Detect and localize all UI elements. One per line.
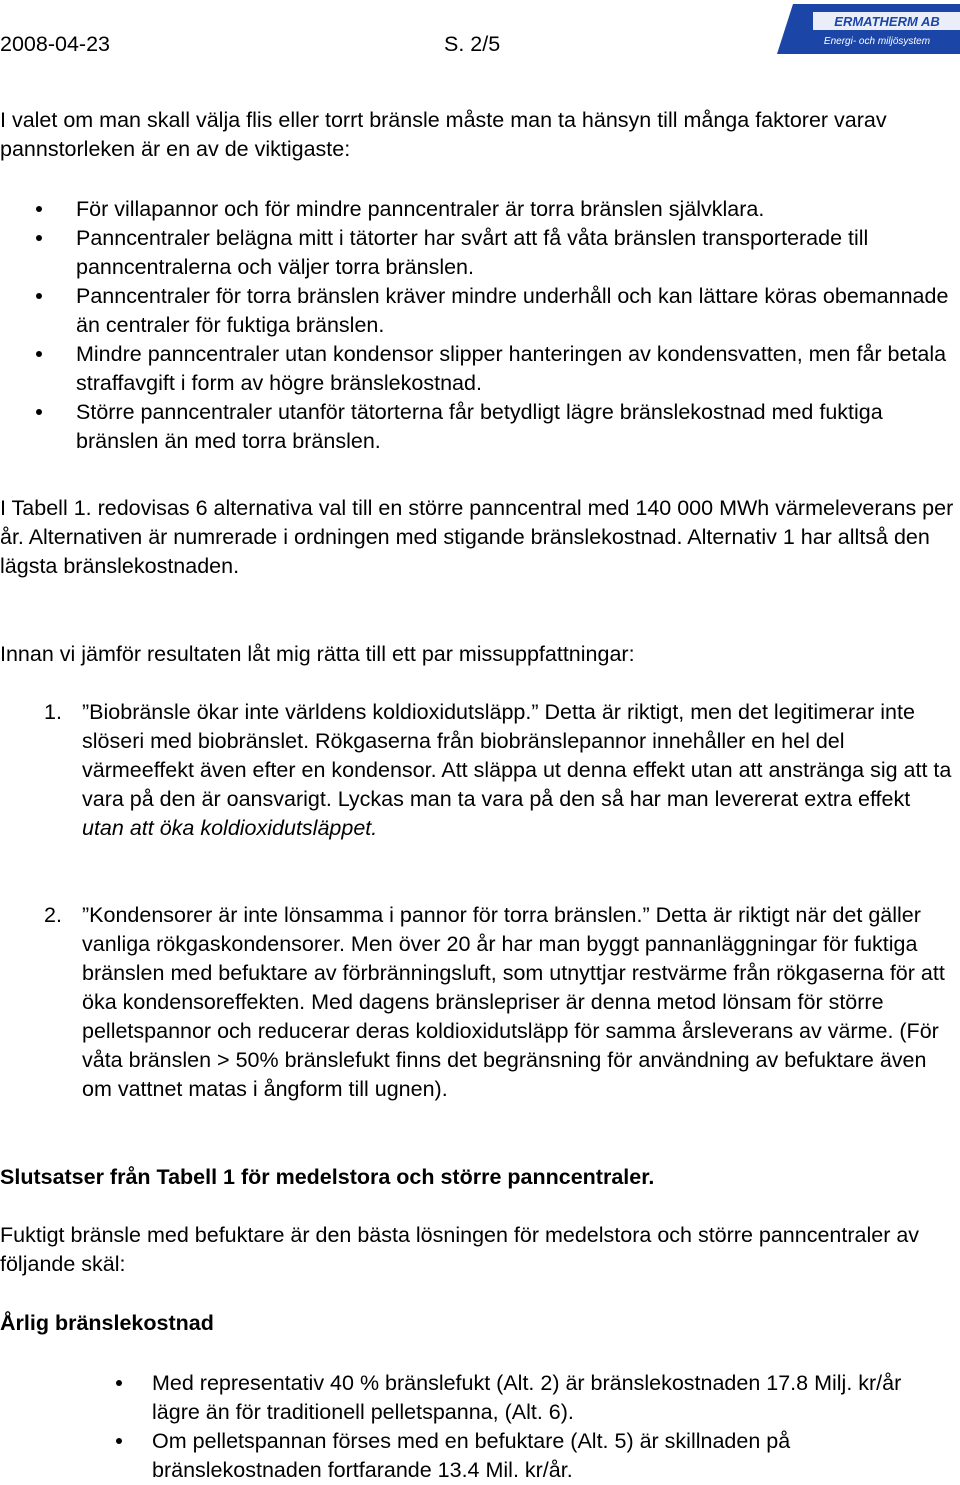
- arlig-heading: Årlig bränslekostnad: [0, 1311, 214, 1335]
- item-text: ”Kondensorer är inte lönsamma i pannor för torra bränslen.” Detta är riktigt när det gäller vanliga rökgaskondensorer. Men över 20 år har man byggt pannanläggningar för fuktiga bränslen med befuktare av förbränningsluft, som utnyttjar restvärme från rökgaserna för att öka kondensoreffekten. Med dagens bränslepriser är denna metod lönsam för större pelletspannor och reducerar deras koldioxidutsläpp för samma årsleverans av värme. (För våta bränslen > 50% bränslefukt finns det begränsning för användning av befuktare även om vattnet matas i ångform till ugnen).: [82, 903, 945, 1101]
- list-item: Mindre panncentraler utan kondensor slipper hanteringen av kondensvatten, men får betala straffavgift i form av högre bränslekostnad.: [0, 340, 956, 398]
- list-item: Med representativ 40 % bränslefukt (Alt. 2) är bränslekostnaden 17.8 Milj. kr/år lägre än för traditionell pelletspanna, (Alt. 6).: [0, 1369, 956, 1427]
- fuktigt-paragraph: Fuktigt bränsle med befuktare är den bästa lösningen för medelstora och större panncentraler av följande skäl:: [0, 1223, 920, 1276]
- logo-text-top: ERMATHERM AB: [834, 14, 940, 29]
- header-page-number: S. 2/5: [444, 32, 501, 56]
- item-number: 2.: [44, 903, 62, 927]
- list-item: För villapannor och för mindre panncentraler är torra bränslen självklara.: [0, 195, 956, 224]
- misconception-1: [0, 698, 956, 843]
- list-item: Större panncentraler utanför tätorterna får betydligt lägre bränslekostnad med fuktiga bränslen än med torra bränslen.: [0, 398, 956, 456]
- cost-list: [0, 1369, 956, 1485]
- list-item: Panncentraler belägna mitt i tätorter har svårt att få våta bränslen transporterade till panncentralerna och väljer torra bränslen.: [0, 224, 956, 282]
- slutsatser-heading: Slutsatser från Tabell 1 för medelstora och större panncentraler.: [0, 1165, 655, 1189]
- misconception-2: [0, 901, 956, 1104]
- item-body: ”Biobränsle ökar inte världens koldioxidutsläpp.” Detta är riktigt, men det legitimerar inte slöseri med biobränslet. Rökgaserna från biobränslepannor innehåller en hel del värmeeffekt även efter en kondensor. Att släppa ut denna effekt utan att anstränga sig att ta vara på den är oansvarigt. Lyckas man ta vara på den så har man levererat extra effekt: [82, 700, 952, 811]
- list-item: Om pelletspannan förses med en befuktare (Alt. 5) är skillnaden på bränslekostnaden fortfarande 13.4 Mil. kr/år.: [0, 1427, 956, 1485]
- fuel-choice-list: [0, 195, 956, 456]
- intro-paragraph: I valet om man skall välja flis eller torrt bränsle måste man ta hänsyn till många faktorer varav pannstorleken är en av de viktigaste:: [0, 108, 887, 161]
- ermatherm-logo: [777, 4, 960, 54]
- item-italic: utan att öka koldioxidutsläppet.: [82, 816, 378, 840]
- item-number: 1.: [44, 700, 62, 724]
- logo-text-bottom: Energi- och miljösystem: [823, 36, 931, 47]
- header-date: 2008-04-23: [0, 32, 110, 56]
- list-item: Panncentraler för torra bränslen kräver mindre underhåll och kan lättare köras obemannade än centraler för fuktiga bränslen.: [0, 282, 956, 340]
- item-text: [82, 698, 956, 843]
- tabell-paragraph: I Tabell 1. redovisas 6 alternativa val till en större panncentral med 140 000 MWh värmeleverans per år. Alternativen är numrerade i ordningen med stigande bränslekostnad. Alternativ 1 har alltså den lägsta bränslekostnaden.: [0, 496, 954, 578]
- innan-paragraph: Innan vi jämför resultaten låt mig rätta till ett par missuppfattningar:: [0, 642, 635, 666]
